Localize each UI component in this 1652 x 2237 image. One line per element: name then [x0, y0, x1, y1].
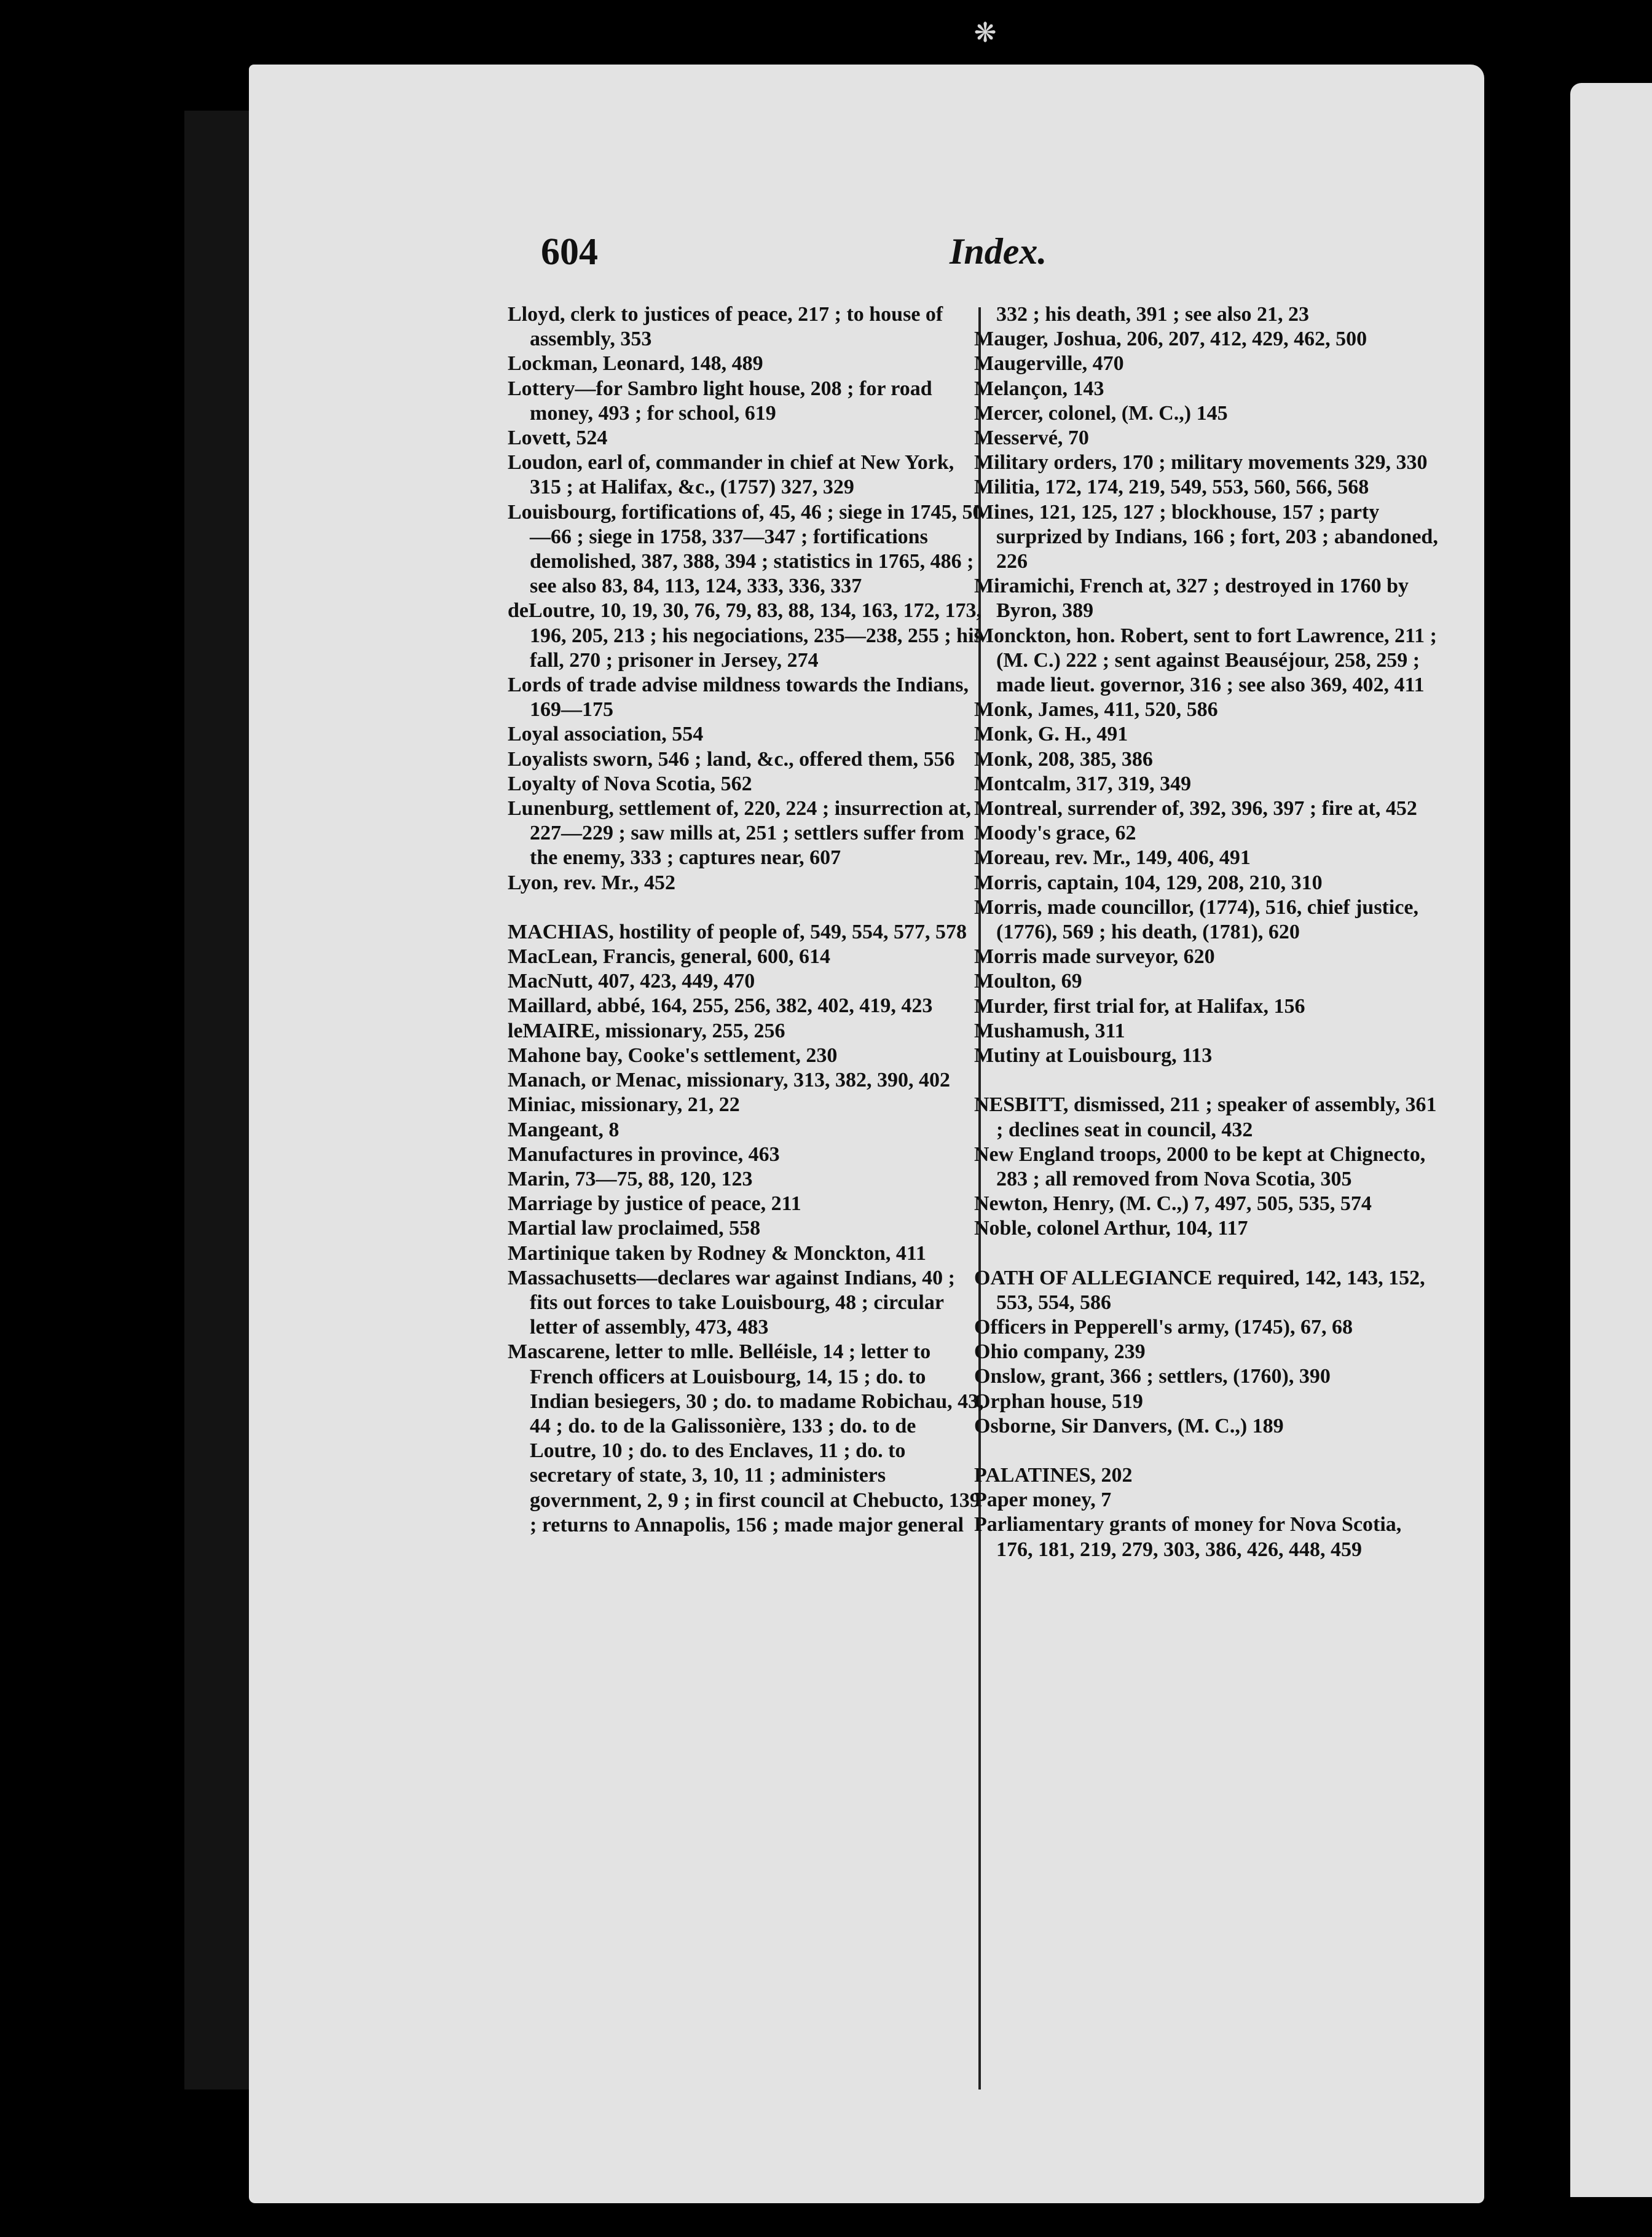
index-entry: Osborne, Sir Danvers, (M. C.,) 189 [974, 1414, 1284, 1437]
index-entry: Monckton, hon. Robert, sent to fort Lawrence, 211 ; (M. C.) 222 ; sent against Beauséjour, 258, 259 ; made lieut. governor, 316 ; see also 369, 402, 411 [974, 624, 1437, 697]
index-entry: Paper money, 7 [974, 1488, 1112, 1512]
book-gutter [184, 111, 249, 2090]
index-entry: MacNutt, 407, 423, 449, 470 [508, 970, 755, 993]
index-entry: Mahone bay, Cooke's settlement, 230 [508, 1044, 838, 1067]
index-entry: MacLean, Francis, general, 600, 614 [508, 945, 831, 969]
index-entry: Morris made surveyor, 620 [974, 945, 1215, 969]
index-entry-section-p: PALATINES, 202 [974, 1463, 1133, 1487]
index-entry: Mauger, Joshua, 206, 207, 412, 429, 462, 500 [974, 328, 1367, 351]
index-entry: New England troops, 2000 to be kept at Chignecto, 283 ; all removed from Nova Scotia, 305 [974, 1142, 1426, 1190]
index-entry: Mangeant, 8 [508, 1118, 620, 1141]
index-entry: Lottery—for Sambro light house, 208 ; for road money, 493 ; for school, 619 [508, 377, 932, 425]
index-entry: Moreau, rev. Mr., 149, 406, 491 [974, 846, 1251, 870]
index-entry: Mercer, colonel, (M. C.,) 145 [974, 401, 1228, 425]
index-entry: Louisbourg, fortifications of, 45, 46 ; siege in 1745, 50—66 ; siege in 1758, 337—347 ; fortifications demolished, 387, 388, 394 ; statistics in 1765, 486 ; see also 83, 84, 113, 124, 333, 336, 337 [508, 500, 983, 598]
index-entry: Onslow, grant, 366 ; settlers, (1760), 390 [974, 1365, 1331, 1388]
paper-speck-icon: ❋ [974, 17, 997, 49]
facing-page-edge [1570, 83, 1652, 2197]
index-entry: Manufactures in province, 463 [508, 1142, 780, 1166]
index-entry: Lords of trade advise mildness towards the Indians, 169—175 [508, 674, 969, 721]
index-entry: Montcalm, 317, 319, 349 [974, 772, 1192, 795]
index-entry: Loyalty of Nova Scotia, 562 [508, 772, 752, 795]
index-entry: Orphan house, 519 [974, 1390, 1143, 1413]
index-entry: Murder, first trial for, at Halifax, 156 [974, 994, 1305, 1018]
index-entry: Noble, colonel Arthur, 104, 117 [974, 1217, 1248, 1240]
index-entry: Maillard, abbé, 164, 255, 256, 382, 402, 419, 423 [508, 994, 933, 1018]
index-entry: Loyal association, 554 [508, 723, 704, 746]
running-head: Index. [950, 231, 1047, 272]
index-column-right [974, 302, 1438, 1562]
index-entry: Officers in Pepperell's army, (1745), 67, 68 [974, 1315, 1353, 1339]
index-entry: Monk, G. H., 491 [974, 723, 1128, 746]
index-entry: Melançon, 143 [974, 377, 1104, 400]
index-entry: Monk, 208, 385, 386 [974, 747, 1153, 771]
index-entry-section-n: NESBITT, dismissed, 211 ; speaker of assembly, 361 ; declines seat in council, 432 [974, 1093, 1437, 1141]
index-entry: Lovett, 524 [508, 427, 608, 450]
index-entry: Montreal, surrender of, 392, 396, 397 ; fire at, 452 [974, 797, 1417, 820]
index-entry: Martinique taken by Rodney & Monckton, 411 [508, 1241, 926, 1265]
index-entry: Mutiny at Louisbourg, 113 [974, 1044, 1213, 1067]
index-entry: leMAIRE, missionary, 255, 256 [508, 1019, 785, 1042]
index-entry: Marin, 73—75, 88, 120, 123 [508, 1167, 753, 1190]
index-entry: Miramichi, French at, 327 ; destroyed in 1760 by Byron, 389 [974, 575, 1409, 623]
index-entry: Martial law proclaimed, 558 [508, 1217, 761, 1240]
index-entry-continued: 332 ; his death, 391 ; see also 21, 23 [996, 303, 1310, 326]
index-entry: Newton, Henry, (M. C.,) 7, 497, 505, 535, 574 [974, 1192, 1372, 1216]
index-entry: Ohio company, 239 [974, 1340, 1146, 1364]
index-entry: Mushamush, 311 [974, 1019, 1125, 1042]
index-entry: Lockman, Leonard, 148, 489 [508, 352, 763, 375]
index-entry: Moulton, 69 [974, 970, 1082, 993]
index-entry-section-o: OATH OF ALLEGIANCE required, 142, 143, 152, 553, 554, 586 [974, 1266, 1425, 1314]
index-entry: Monk, James, 411, 520, 586 [974, 698, 1218, 721]
index-entry: Messervé, 70 [974, 427, 1089, 450]
index-entry: Morris, made councillor, (1774), 516, chief justice, (1776), 569 ; his death, (1781), 620 [974, 895, 1418, 944]
index-column-left [508, 302, 984, 1538]
index-entry: Military orders, 170 ; military movements 329, 330 [974, 451, 1428, 474]
index-entry: Moody's grace, 62 [974, 822, 1136, 845]
index-entry: Mascarene, letter to mlle. Belléisle, 14 ; letter to French officers at Louisbourg, 14, 15 ; do. to Indian besiegers, 30 ; do. to madame Robichau, 43, 44 ; do. to de la Galissonière, 133 ; do. to de Loutre, 10 ; do. to des Enclaves, 11 ; do. to secretary of state, 3, 10, 11 ; administers government, 2, 9 ; in first council at Chebucto, 139 ; returns to Annapolis, 156 ; made major general [508, 1340, 984, 1536]
index-entry: Lunenburg, settlement of, 220, 224 ; insurrection at, 227—229 ; saw mills at, 251 ; settlers suffer from the enemy, 333 ; captures near, 607 [508, 797, 971, 870]
page-number: 604 [541, 231, 598, 273]
index-entry: Loudon, earl of, commander in chief at New York, 315 ; at Halifax, &c., (1757) 327, 329 [508, 451, 954, 499]
index-entry: Maugerville, 470 [974, 352, 1124, 375]
index-entry: deLoutre, 10, 19, 30, 76, 79, 83, 88, 134, 163, 172, 173, 196, 205, 213 ; his negociations, 235—238, 255 ; his fall, 270 ; prisoner in Jersey, 274 [508, 599, 982, 672]
index-entry-section-m: MACHIAS, hostility of people of, 549, 554, 577, 578 [508, 920, 967, 943]
index-entry: Miniac, missionary, 21, 22 [508, 1093, 740, 1117]
index-entry: Massachusetts—declares war against Indians, 40 ; fits out forces to take Louisbourg, 48 ; circular letter of assembly, 473, 483 [508, 1266, 955, 1339]
index-entry: Lyon, rev. Mr., 452 [508, 871, 675, 894]
index-entry: Loyalists sworn, 546 ; land, &c., offered them, 556 [508, 747, 955, 771]
index-entry: Lloyd, clerk to justices of peace, 217 ; to house of assembly, 353 [508, 303, 943, 351]
index-entry: Manach, or Menac, missionary, 313, 382, 390, 402 [508, 1069, 950, 1092]
index-entry: Mines, 121, 125, 127 ; blockhouse, 157 ; party surprized by Indians, 166 ; fort, 203 ; abandoned, 226 [974, 500, 1438, 573]
index-entry: Marriage by justice of peace, 211 [508, 1192, 801, 1216]
index-entry: Militia, 172, 174, 219, 549, 553, 560, 566, 568 [974, 476, 1369, 499]
index-entry: Parliamentary grants of money for Nova Scotia, 176, 181, 219, 279, 303, 386, 426, 448, 459 [974, 1513, 1402, 1561]
index-entry: Morris, captain, 104, 129, 208, 210, 310 [974, 871, 1323, 894]
